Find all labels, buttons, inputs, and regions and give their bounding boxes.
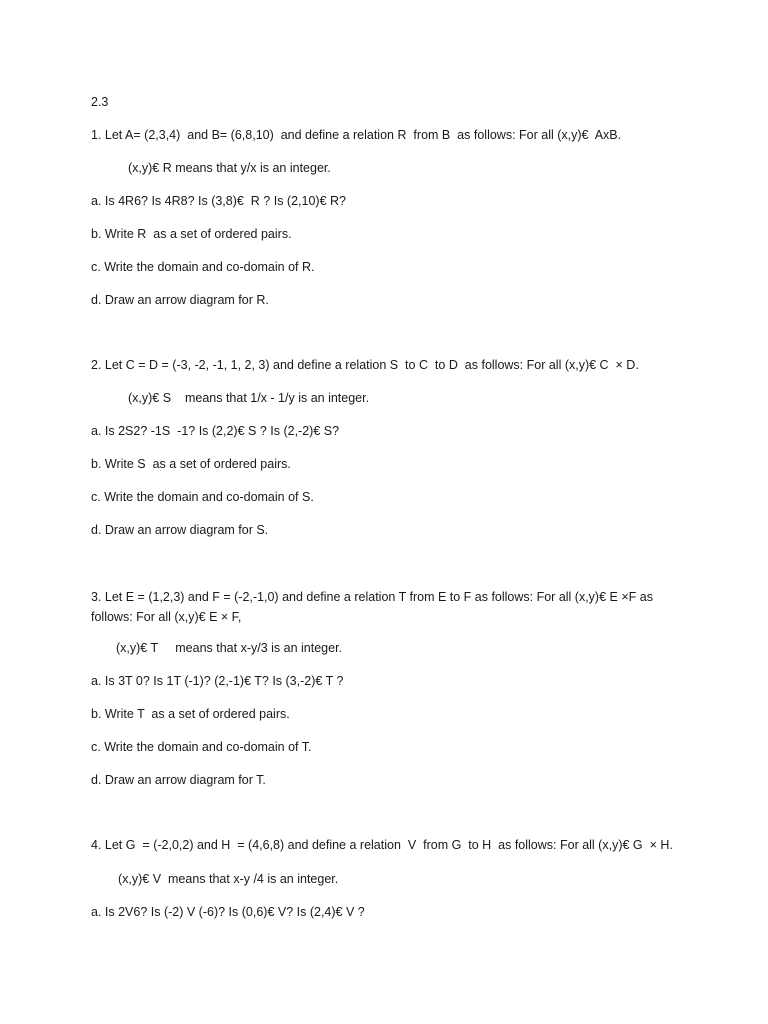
problem-4-statement: 4. Let G = (-2,0,2) and H = (4,6,8) and define a relation V from G to H as follows: For all (x,y)€ G × H. [91, 838, 673, 852]
problem-1-part-b: b. Write R as a set of ordered pairs. [91, 227, 292, 241]
problem-2-part-a: a. Is 2S2? -1S -1? Is (2,2)€ S ? Is (2,-2)€ S? [91, 424, 340, 438]
problem-2-part-c: c. Write the domain and co-domain of S. [91, 490, 314, 504]
problem-3-part-d: d. Draw an arrow diagram for T. [91, 773, 266, 787]
problem-3-definition: (x,y)€ T means that x-y/3 is an integer. [116, 641, 343, 655]
problem-3-statement: 3. Let E = (1,2,3) and F = (-2,-1,0) and define a relation T from E to F as follows: For all (x,y)€ E ×F as follows: For all (x,y)€ E × F, [91, 590, 653, 624]
problem-3-part-a: a. Is 3T 0? Is 1T (-1)? (2,-1)€ T? Is (3,-2)€ T ? [91, 674, 344, 688]
problem-2-statement: 2. Let C = D = (-3, -2, -1, 1, 2, 3) and define a relation S to C to D as follows: For all (x,y)€ C × D. [91, 358, 639, 372]
problem-2-part-b: b. Write S as a set of ordered pairs. [91, 457, 291, 471]
problem-1-part-d: d. Draw an arrow diagram for R. [91, 293, 269, 307]
problem-1-statement: 1. Let A= (2,3,4) and B= (6,8,10) and define a relation R from B as follows: For all (x,y)€ AxB. [91, 128, 622, 142]
problem-2-part-d: d. Draw an arrow diagram for S. [91, 523, 269, 537]
problem-4-part-a: a. Is 2V6? Is (-2) V (-6)? Is (0,6)€ V? Is (2,4)€ V ? [91, 905, 365, 919]
problem-1-part-a: a. Is 4R6? Is 4R8? Is (3,8)€ R ? Is (2,10)€ R? [91, 194, 346, 208]
problem-1-part-c: c. Write the domain and co-domain of R. [91, 260, 315, 274]
problem-2-definition: (x,y)€ S means that 1/x - 1/y is an integer. [128, 391, 370, 405]
problem-3-part-b: b. Write T as a set of ordered pairs. [91, 707, 290, 721]
problem-3-part-c: c. Write the domain and co-domain of T. [91, 740, 312, 754]
problem-1-definition: (x,y)€ R means that y/x is an integer. [128, 161, 331, 175]
problem-4-definition: (x,y)€ V means that x-y /4 is an integer. [118, 872, 339, 886]
section-number: 2.3 [91, 95, 109, 109]
